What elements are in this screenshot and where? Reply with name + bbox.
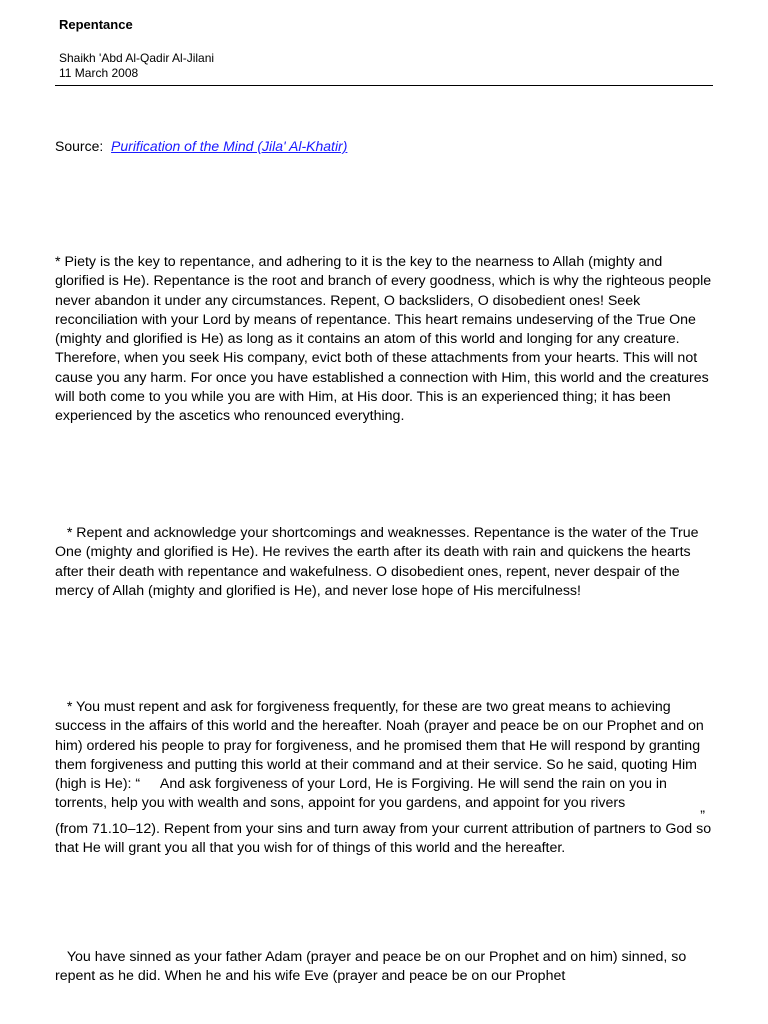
source-label: Source: <box>55 138 104 154</box>
quote-close-mark: ” <box>700 807 705 824</box>
paragraph-forgiveness <box>55 698 715 858</box>
paragraph-text: (from 71.10–12). Repent from your sins and turn away from your current attribution of partners to God so that He will grant you all that you wish for of things of this world and the hereafter. <box>55 820 712 857</box>
header-divider <box>55 85 713 86</box>
author-name: Shaikh 'Abd Al-Qadir Al-Jilani <box>59 51 215 65</box>
paragraph-repent-acknowledge <box>55 524 715 601</box>
paragraph-piety: * Piety is the key to repentance, and adhering to it is the key to the nearness to Allah (mighty and glorified is He). Repentance is the root and branch of every goodness, which is why the righteous people never abandon it under any circumstances. Repent, O backsliders, O disobedient ones! Seek reconciliation with your Lord by means of repentance. This heart remains undeserving of the True One (mighty and glorified is He) as long as it contains an atom of this world and longing for any creature. Therefore, when you seek His company, evict both of these attachments from your hearts. This will not cause you any harm. For once you have established a connection with Him, this world and the creatures will both come to you while you are with Him, at His door. This is an experienced thing; it has been experienced by the ascetics who renounced everything. <box>55 254 712 425</box>
quran-quote: And ask forgiveness of your Lord, He is Forgiving. He will send the rain on you in torrents, help you with wealth and sons, appoint for you gardens, and appoint for you rivers <box>55 776 667 812</box>
publication-date: 11 March 2008 <box>59 66 139 80</box>
document-title: Repentance <box>59 17 133 32</box>
paragraph-adam <box>55 948 715 987</box>
source-link[interactable]: Purification of the Mind (Jila' Al-Khatir) <box>111 138 348 154</box>
source-line <box>55 138 347 154</box>
paragraph-text: You have sinned as your father Adam (prayer and peace be on our Prophet and on him) sinned, so repent as he did. When he and his wife Eve (prayer and peace be on our Prophet <box>55 949 687 985</box>
paragraph-text: * You must repent and ask for forgiveness frequently, for these are two great means to achieving success in the affairs of this world and the hereafter. Noah (prayer and peace be on our Prophet and on him) ordered his people to pray for forgiveness, and he promised them that He will respond by granting them forgiveness and putting this world at their command and at their service. So he said, quoting Him (high is He): “ <box>55 699 704 793</box>
paragraph-text: * Repent and acknowledge your shortcomings and weaknesses. Repentance is the water of the True One (mighty and glorified is He). He revives the earth after its death with rain and quickens the hearts after their death with repentance and wakefulness. O disobedient ones, repent, never despair of the mercy of Allah (mighty and glorified is He), and never lose hope of His mercifulness! <box>55 525 699 599</box>
